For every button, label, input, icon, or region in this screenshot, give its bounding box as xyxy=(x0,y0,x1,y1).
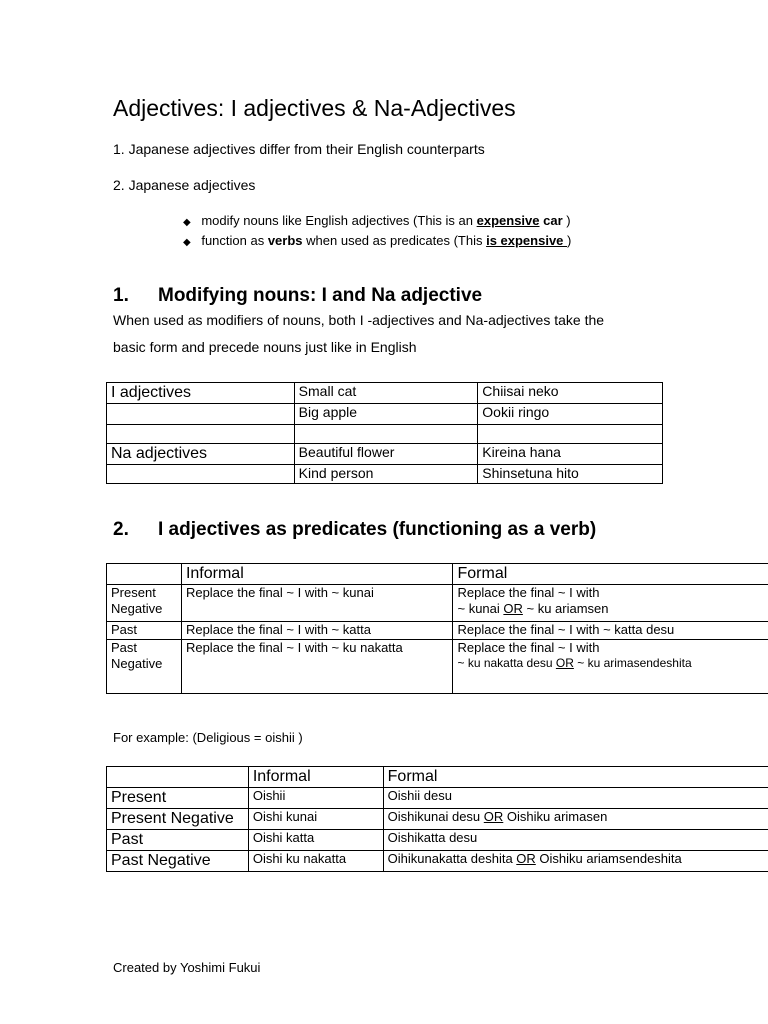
table-row: Past Replace the final ~ I with ~ katta Replace the final ~ I with ~ katta desu xyxy=(107,622,768,640)
table-row xyxy=(107,425,663,444)
table-row: Past Negative Oishi ku nakatta Oihikunakatta deshita OR Oishiku ariamsendeshita xyxy=(107,851,768,872)
table-row: Big apple Ookii ringo xyxy=(107,404,663,425)
table-row: Past Oishi katta Oishikatta desu xyxy=(107,830,768,851)
section-2-heading: 2. I adjectives as predicates (functioning as a verb) xyxy=(113,519,597,540)
table-row: I adjectives Small cat Chiisai neko xyxy=(107,383,663,404)
bullet-item-2: ◆ function as verbs when used as predicates (This is expensive ) xyxy=(183,233,572,248)
table-row: Present Negative Oishi kunai Oishikunai desu OR Oishiku arimasen xyxy=(107,809,768,830)
example-line: For example: (Deligious = oishii ) xyxy=(113,730,303,745)
section-1-body-line-1: When used as modifiers of nouns, both I -adjectives and Na-adjectives take the xyxy=(113,312,605,328)
diamond-bullet-icon: ◆ xyxy=(183,237,191,248)
table-row: Na adjectives Beautiful flower Kireina hana xyxy=(107,444,663,465)
table-row: Kind person Shinsetuna hito xyxy=(107,465,663,484)
modifier-table xyxy=(106,382,663,484)
table-row: Past Negative Replace the final ~ I with ~ ku nakatta Replace the final ~ I with ~ ku nakatta desu OR ~ ku arimasendeshita xyxy=(107,640,768,694)
table-header-row: Informal Formal xyxy=(107,767,768,788)
table-header-row: Informal Formal xyxy=(107,564,768,585)
section-1-body-line-2: basic form and precede nouns just like in English xyxy=(113,339,417,355)
diamond-bullet-icon: ◆ xyxy=(183,217,191,228)
example-conjugation-table xyxy=(106,766,768,872)
table-row: Present Oishii Oishii desu xyxy=(107,788,768,809)
section-1-heading: 1. Modifying nouns: I and Na adjective xyxy=(113,285,483,306)
point-2: 2. Japanese adjectives xyxy=(113,177,256,193)
bullet-item-1: ◆ modify nouns like English adjectives (This is an expensive car ) xyxy=(183,213,571,228)
predicate-rules-table xyxy=(106,563,768,694)
footer-credit: Created by Yoshimi Fukui xyxy=(113,960,261,975)
point-1: 1. Japanese adjectives differ from their English counterparts xyxy=(113,141,485,157)
page-title: Adjectives: I adjectives & Na-Adjectives xyxy=(113,95,516,121)
table-row: Present Negative Replace the final ~ I with ~ kunai Replace the final ~ I with ~ kunai OR ~ ku ariamsen xyxy=(107,585,768,622)
